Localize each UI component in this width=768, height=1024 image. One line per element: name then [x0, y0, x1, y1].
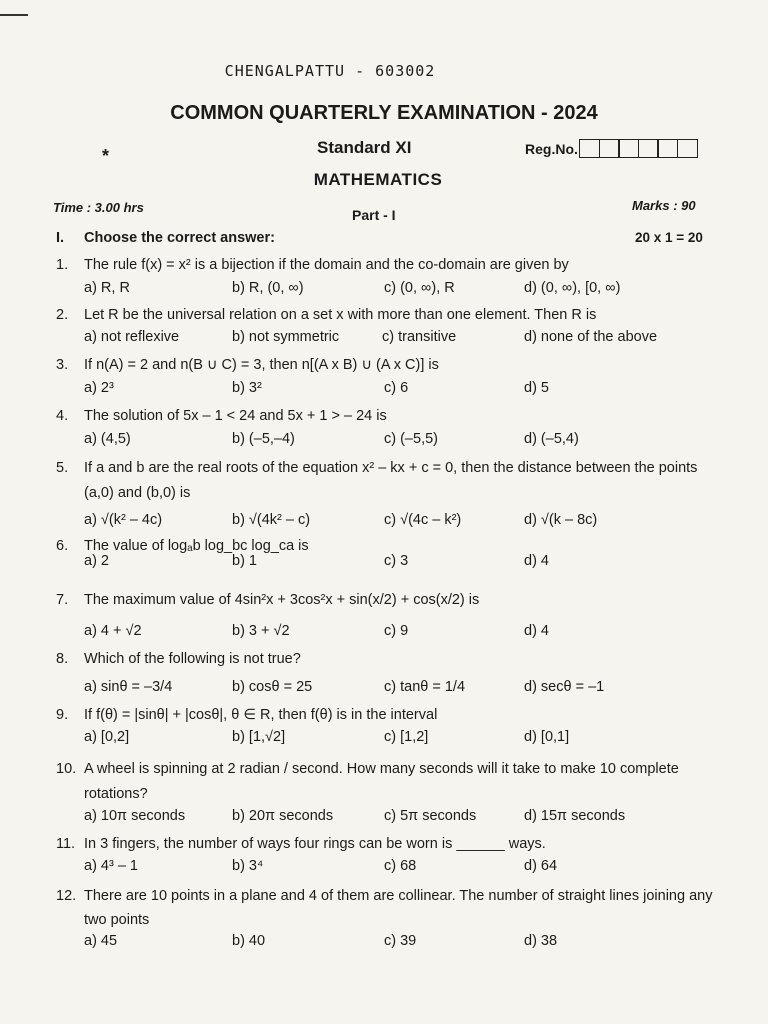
section-heading — [56, 230, 275, 246]
option-b: b) √(4k² – c) — [232, 512, 311, 528]
option-b: b) (–5,–4) — [232, 431, 295, 447]
question-number: 6. — [56, 538, 69, 554]
option-d: d) none of the above — [524, 329, 658, 345]
option-a: a) 45 — [84, 933, 118, 949]
option-a: a) √(k² – 4c) — [84, 512, 163, 528]
option-d: d) 38 — [524, 933, 558, 949]
option-c: c) (–5,5) — [384, 431, 438, 447]
option-c: c) 6 — [384, 380, 409, 396]
option-b: b) R, (0, ∞) — [232, 280, 304, 296]
question-options — [84, 858, 724, 880]
option-c: c) 5π seconds — [384, 808, 477, 824]
option-c: c) 39 — [384, 933, 417, 949]
question-stem: The rule f(x) = x² is a bijection if the domain and the co-domain are given by — [84, 257, 569, 273]
question-stem: The value of logₐb log_bc log_ca is — [84, 538, 309, 554]
option-b: b) 40 — [232, 933, 266, 949]
reg-box[interactable] — [657, 139, 678, 158]
question-stem: Let R be the universal relation on a set x with more than one element. Then R is — [84, 307, 597, 323]
question-options — [84, 933, 724, 955]
option-c: c) √(4c – k²) — [384, 512, 462, 528]
option-a: a) R, R — [84, 280, 130, 296]
option-d: d) 4 — [524, 623, 549, 639]
option-c: c) 9 — [384, 623, 409, 639]
option-a: a) 2 — [84, 553, 109, 569]
exam-title: COMMON QUARTERLY EXAMINATION - 2024 — [170, 102, 598, 124]
question-stem: The maximum value of 4sin²x + 3cos²x + sin(x/2) + cos(x/2) is — [84, 592, 480, 608]
question-stem: If n(A) = 2 and n(B ∪ C) = 3, then n[(A x B) ∪ (A x C)] is — [84, 357, 439, 373]
time-label: Time : 3.00 hrs — [53, 200, 144, 215]
question-stem: The solution of 5x – 1 < 24 and 5x + 1 > – 24 is — [84, 408, 387, 424]
question-number: 9. — [56, 707, 69, 723]
option-a: a) 10π seconds — [84, 808, 186, 824]
question-options — [84, 380, 724, 402]
option-a: a) 2³ — [84, 380, 114, 396]
question-number: 7. — [56, 592, 69, 608]
option-d: d) 4 — [524, 553, 549, 569]
question-number: 2. — [56, 307, 69, 323]
option-a: a) (4,5) — [84, 431, 131, 447]
handwritten-note: CHENGALPATTU - 603002 — [224, 62, 436, 80]
option-b: b) 3 + √2 — [232, 623, 290, 639]
reg-box[interactable] — [599, 139, 620, 158]
question-stem: If f(θ) = |sinθ| + |cosθ|, θ ∈ R, then f(θ) is in the interval — [84, 707, 438, 723]
question-stem: Which of the following is not true? — [84, 651, 301, 667]
question-number: 8. — [56, 651, 69, 667]
question-stem: A wheel is spinning at 2 radian / second. How many seconds will it take to make 10 complete rotations? — [84, 761, 679, 802]
question-number: 10. — [56, 761, 77, 777]
question-stem: In 3 fingers, the number of ways four rings can be worn is ______ ways. — [84, 836, 546, 852]
section-instruction: Choose the correct answer: — [84, 230, 275, 246]
option-b: b) 3⁴ — [232, 858, 264, 874]
question-stem: If a and b are the real roots of the equation x² – kx + c = 0, then the distance between the points (a,0) and (b,0) is — [84, 460, 698, 501]
question-options — [84, 623, 724, 645]
option-b: b) cosθ = 25 — [232, 679, 313, 695]
reg-no-boxes[interactable] — [581, 139, 698, 158]
standard-label: Standard XI — [317, 138, 412, 157]
option-c: c) (0, ∞), R — [384, 280, 455, 296]
option-d: d) 15π seconds — [524, 808, 626, 824]
question-options — [84, 431, 724, 453]
reg-box[interactable] — [677, 139, 698, 158]
option-a: a) sinθ = –3/4 — [84, 679, 173, 695]
star-mark: * — [102, 146, 110, 166]
question-stem: There are 10 points in a plane and 4 of them are collinear. The number of straight lines joining any two points — [84, 888, 713, 928]
question-number: 5. — [56, 460, 69, 476]
question-number: 11. — [56, 836, 76, 852]
question-options — [84, 329, 724, 351]
option-b: b) not symmetric — [232, 329, 340, 345]
part-label: Part - I — [352, 207, 396, 223]
option-d: d) 5 — [524, 380, 549, 396]
question-options — [84, 808, 724, 830]
subject-title: MATHEMATICS — [313, 170, 443, 189]
reg-box[interactable] — [638, 139, 659, 158]
top-rule — [0, 14, 28, 16]
section-scoring: 20 x 1 = 20 — [635, 230, 703, 245]
option-c: c) 68 — [384, 858, 417, 874]
option-d: d) [0,1] — [524, 729, 570, 745]
option-b: b) 1 — [232, 553, 257, 569]
option-a: a) [0,2] — [84, 729, 130, 745]
option-b: b) 20π seconds — [232, 808, 334, 824]
question-options — [84, 280, 724, 302]
option-c: c) tanθ = 1/4 — [384, 679, 466, 695]
question-options — [84, 553, 724, 575]
reg-box[interactable] — [579, 139, 600, 158]
option-d: d) (–5,4) — [524, 431, 579, 447]
reg-no-label: Reg.No. — [525, 140, 578, 157]
reg-box[interactable] — [618, 139, 639, 158]
reg-no-field — [525, 139, 698, 158]
option-d: d) (0, ∞), [0, ∞) — [524, 280, 621, 296]
question-number: 12. — [56, 888, 77, 904]
option-c: c) 3 — [384, 553, 409, 569]
option-a: a) not reflexive — [84, 329, 180, 345]
option-b: b) 3² — [232, 380, 262, 396]
option-a: a) 4³ – 1 — [84, 858, 138, 874]
question-number: 3. — [56, 357, 69, 373]
question-options — [84, 729, 724, 751]
option-b: b) [1,√2] — [232, 729, 286, 745]
question-number: 4. — [56, 408, 69, 424]
section-number: I. — [56, 230, 65, 246]
option-d: d) 64 — [524, 858, 558, 874]
question-options — [84, 679, 724, 701]
question-options — [84, 512, 724, 534]
option-d: d) √(k – 8c) — [524, 512, 598, 528]
option-a: a) 4 + √2 — [84, 623, 142, 639]
option-d: d) secθ = –1 — [524, 679, 605, 695]
option-c: c) [1,2] — [384, 729, 429, 745]
option-c: c) transitive — [382, 329, 457, 345]
question-number: 1. — [56, 257, 69, 273]
marks-label: Marks : 90 — [632, 198, 696, 213]
